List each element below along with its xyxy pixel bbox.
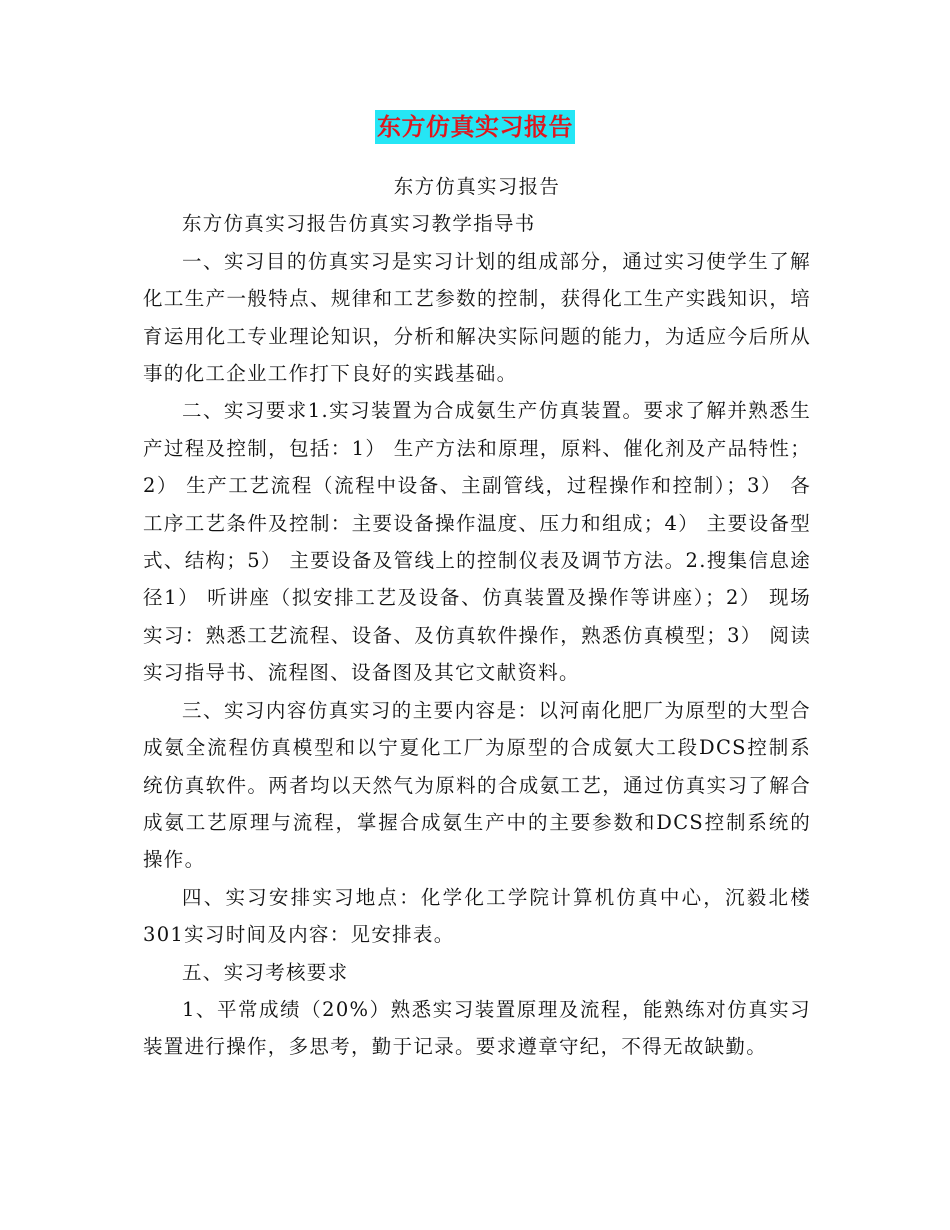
document-subtitle: 东方仿真实习报告 <box>393 175 561 198</box>
paragraph-assessment-heading: 五、实习考核要求 <box>182 960 349 984</box>
paragraph-purpose: 一、实习目的仿真实习是实习计划的组成部分，通过实习使学生了解化工生产一般特点、规律和工艺参数的控制，获得化工生产实践知识，培育运用化工专业理论知识，分析和解决实际问题的能力，为适应今后所从事的化工企业工作打下良好的实践基础。 <box>143 249 811 386</box>
document-title: 东方仿真实习报告 <box>375 110 575 144</box>
paragraph-arrangement: 四、实习安排实习地点：化学化工学院计算机仿真中心，沉毅北楼301实习时间及内容：见安排表。 <box>143 885 811 947</box>
paragraph-content: 三、实习内容仿真实习的主要内容是：以河南化肥厂为原型的大型合成氨全流程仿真模型和以宁夏化工厂为原型的合成氨大工段DCS控制系统仿真软件。两者均以天然气为原料的合成氨工艺，通过仿真实习了解合成氨工艺原理与流程，掌握合成氨生产中的主要参数和DCS控制系统的操作。 <box>143 698 811 872</box>
document-body <box>143 168 811 1066</box>
paragraph-requirements: 二、实习要求1.实习装置为合成氨生产仿真装置。要求了解并熟悉生产过程及控制，包括：1） 生产方法和原理，原料、催化剂及产品特性；2） 生产工艺流程（流程中设备、主副管线，过程操作和控制）；3） 各工序工艺条件及控制：主要设备操作温度、压力和组成；4） 主要设备型式、结构；5） 主要设备及管线上的控制仪表及调节方法。2.搜集信息途径1） 听讲座（拟安排工艺及设备、仿真装置及操作等讲座）；2） 现场实习：熟悉工艺流程、设备、及仿真软件操作，熟悉仿真模型；3） 阅读实习指导书、流程图、设备图及其它文献资料。 <box>143 399 811 685</box>
paragraph-regular-grade: 1、平常成绩（20%）熟悉实习装置原理及流程，能熟练对仿真实习装置进行操作，多思考，勤于记录。要求遵章守纪，不得无故缺勤。 <box>143 997 811 1059</box>
title-container <box>0 110 950 144</box>
paragraph-guide-heading: 东方仿真实习报告仿真实习教学指导书 <box>182 212 536 236</box>
